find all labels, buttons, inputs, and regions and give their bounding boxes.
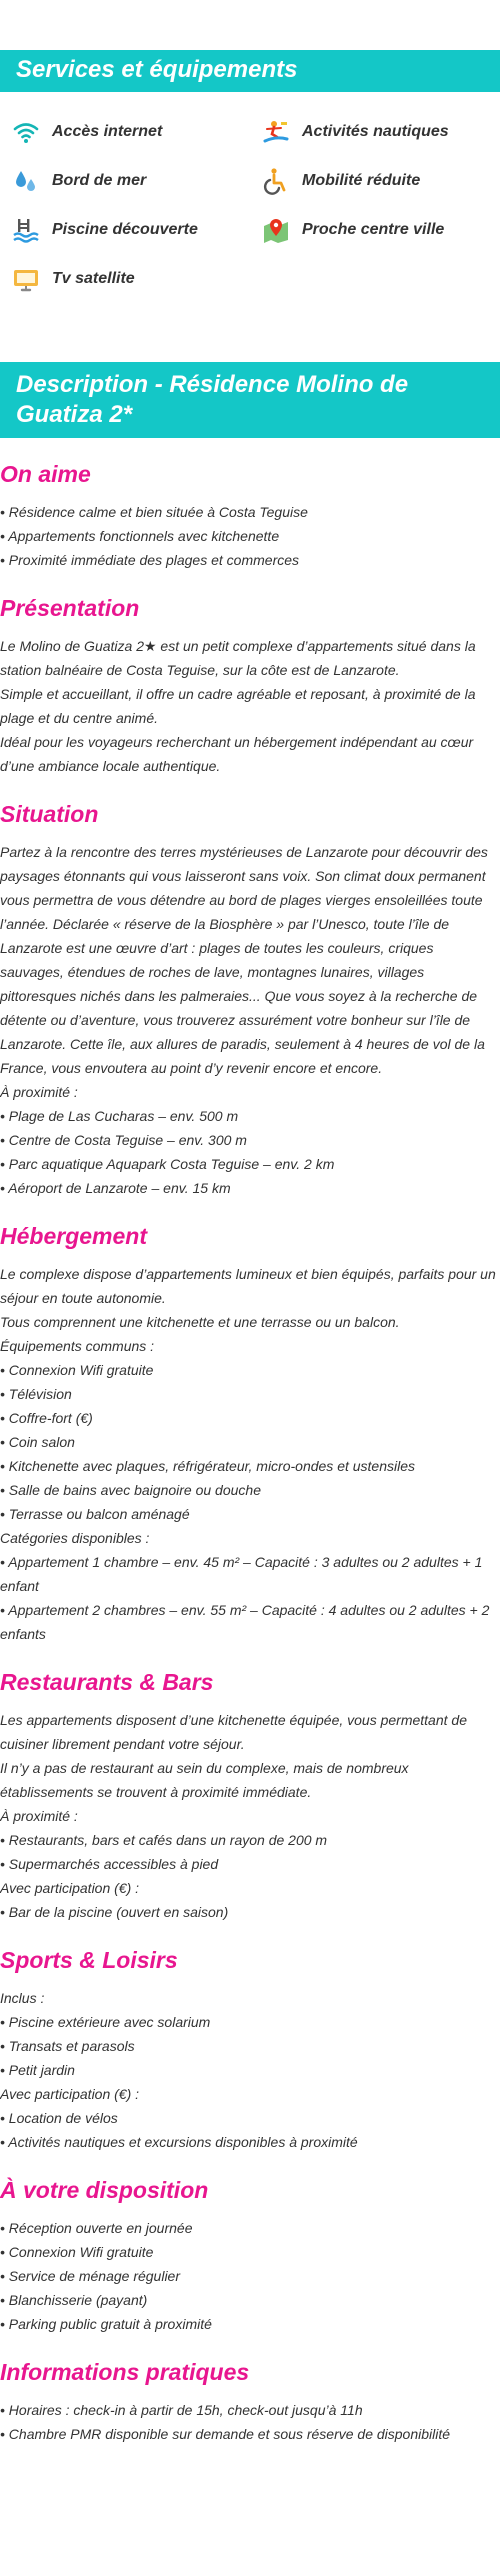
list-item: • Appartement 2 chambres – env. 55 m² – Capacité : 4 adultes ou 2 adultes + 2 enfants <box>0 1598 500 1646</box>
list-item: • Parc aquatique Aquapark Costa Teguise – env. 2 km <box>0 1152 500 1176</box>
service-label: Proche centre ville <box>302 220 445 238</box>
list-item: • Coin salon <box>0 1430 500 1454</box>
list-item: • Blanchisserie (payant) <box>0 2288 500 2312</box>
surfer-icon <box>260 116 292 148</box>
list-item: • Proximité immédiate des plages et commerces <box>0 548 500 572</box>
list-item: • Restaurants, bars et cafés dans un rayon de 200 m <box>0 1828 500 1852</box>
on-aime-list <box>0 500 500 572</box>
service-label: Bord de mer <box>52 171 147 189</box>
disposition-list <box>0 2216 500 2336</box>
list-item: • Coffre-fort (€) <box>0 1406 500 1430</box>
list-item: • Petit jardin <box>0 2058 500 2082</box>
service-label: Piscine découverte <box>52 220 198 238</box>
list-item: • Bar de la piscine (ouvert en saison) <box>0 1900 500 1924</box>
service-label: Activités nautiques <box>302 122 449 140</box>
paragraph: Le complexe dispose d’appartements lumineux et bien équipés, parfaits pour un séjour en toute autonomie. <box>0 1266 496 1306</box>
list-item: • Supermarchés accessibles à pied <box>0 1852 500 1876</box>
equipements-list <box>0 1358 500 1526</box>
section-restaurants <box>0 1668 500 1924</box>
list-item: • Plage de Las Cucharas – env. 500 m <box>0 1104 500 1128</box>
list-item: • Salle de bains avec baignoire ou douche <box>0 1478 500 1502</box>
subheading: Avec participation (€) : <box>0 2086 140 2102</box>
subheading: Inclus : <box>0 1990 45 2006</box>
list-item: • Location de vélos <box>0 2106 500 2130</box>
section-title: Sports & Loisirs <box>0 1947 178 1973</box>
restaurants-paid-list <box>0 1900 500 1924</box>
section-situation <box>0 800 500 1200</box>
infos-list <box>0 2398 500 2446</box>
service-tv <box>10 254 260 303</box>
paragraph: Idéal pour les voyageurs recherchant un hébergement indépendant au cœur d’une ambiance locale authentique. <box>0 734 474 774</box>
list-item: • Piscine extérieure avec solarium <box>0 2010 500 2034</box>
subheading: Équipements communs : <box>0 1338 155 1354</box>
section-title: À votre disposition <box>0 2177 209 2203</box>
service-nautical <box>260 107 500 156</box>
paragraph: Partez à la rencontre des terres mystérieuses de Lanzarote pour découvrir des paysages étonnants qui vous laisseront sans voix. Son climat doux permanent vous permettra de vous détendre au bord de plages vierges ensoleillées toute l’année. Déclarée « réserve de la Biosphère » par l’Unesco, toute l’île de Lanzarote est une œuvre d’art : plages de toutes les couleurs, criques sauvages, étendues de roches de lave, montagnes lunaires, villages pittoresques nichés dans les palmeraies... Que vous soyez à la recherche de détente ou d’aventure, vous trouverez assurément votre bonheur sur l’île de Lanzarote. Cette île, aux allures de paradis, seulement à 4 heures de vol de la France, vous envoutera au point d’y revenir encore et encore. <box>0 844 488 1076</box>
subheading: Catégories disponibles : <box>0 1530 150 1546</box>
list-item: • Service de ménage régulier <box>0 2264 500 2288</box>
subheading: À proximité : <box>0 1808 78 1824</box>
list-item: • Transats et parasols <box>0 2034 500 2058</box>
water-drops-icon <box>10 165 42 197</box>
description-title: Description - Résidence Molino de Guatiza 2* <box>0 362 500 438</box>
section-title: Hébergement <box>0 1223 147 1249</box>
section-presentation <box>0 594 500 778</box>
section-title: Situation <box>0 801 99 827</box>
situation-list <box>0 1104 500 1200</box>
list-item: • Activités nautiques et excursions disponibles à proximité <box>0 2130 500 2154</box>
paragraph: Simple et accueillant, il offre un cadre agréable et reposant, à proximité de la plage et du centre animé. <box>0 686 476 726</box>
list-item: • Appartement 1 chambre – env. 45 m² – Capacité : 3 adultes ou 2 adultes + 1 enfant <box>0 1550 500 1598</box>
subheading: Avec participation (€) : <box>0 1880 140 1896</box>
categories-list <box>0 1550 500 1646</box>
section-sports <box>0 1946 500 2154</box>
wheelchair-icon <box>260 165 292 197</box>
section-infos <box>0 2358 500 2446</box>
paragraph: Il n’y a pas de restaurant au sein du complexe, mais de nombreux établissements se trouvent à proximité immédiate. <box>0 1760 409 1800</box>
section-disposition <box>0 2176 500 2336</box>
list-item: • Aéroport de Lanzarote – env. 15 km <box>0 1176 500 1200</box>
list-item: • Terrasse ou balcon aménagé <box>0 1502 500 1526</box>
section-on-aime <box>0 460 500 572</box>
list-item: • Appartements fonctionnels avec kitchenette <box>0 524 500 548</box>
list-item: • Centre de Costa Teguise – env. 300 m <box>0 1128 500 1152</box>
list-item: • Réception ouverte en journée <box>0 2216 500 2240</box>
service-internet <box>10 107 260 156</box>
list-item: • Horaires : check-in à partir de 15h, check-out jusqu’à 11h <box>0 2398 500 2422</box>
list-item: • Connexion Wifi gratuite <box>0 2240 500 2264</box>
services-grid <box>0 92 500 303</box>
subheading: À proximité : <box>0 1084 78 1100</box>
section-title: Présentation <box>0 595 140 621</box>
section-title: Restaurants & Bars <box>0 1669 214 1695</box>
section-title: On aime <box>0 461 91 487</box>
tv-icon <box>10 263 42 295</box>
section-title: Informations pratiques <box>0 2359 250 2385</box>
services-title: Services et équipements <box>0 50 500 92</box>
service-label: Tv satellite <box>52 269 135 287</box>
list-item: • Résidence calme et bien située à Costa Teguise <box>0 500 500 524</box>
service-label: Accès internet <box>52 122 163 140</box>
restaurants-nearby-list <box>0 1828 500 1876</box>
pool-icon <box>10 214 42 246</box>
sports-included-list <box>0 2010 500 2082</box>
sports-paid-list <box>0 2106 500 2154</box>
list-item: • Télévision <box>0 1382 500 1406</box>
paragraph: Le Molino de Guatiza 2★ est un petit complexe d’appartements situé dans la station balnéaire de Costa Teguise, sur la côte est de Lanzarote. <box>0 638 476 678</box>
map-pin-icon <box>260 214 292 246</box>
paragraph: Tous comprennent une kitchenette et une terrasse ou un balcon. <box>0 1314 400 1330</box>
service-accessibility <box>260 156 500 205</box>
service-label: Mobilité réduite <box>302 171 421 189</box>
list-item: • Parking public gratuit à proximité <box>0 2312 500 2336</box>
service-city-center <box>260 205 500 254</box>
paragraph: Les appartements disposent d’une kitchenette équipée, vous permettant de cuisiner librement pendant votre séjour. <box>0 1712 467 1752</box>
list-item: • Chambre PMR disponible sur demande et sous réserve de disponibilité <box>0 2422 500 2446</box>
service-seaside <box>10 156 260 205</box>
list-item: • Connexion Wifi gratuite <box>0 1358 500 1382</box>
wifi-icon <box>10 116 42 148</box>
service-pool <box>10 205 260 254</box>
list-item: • Kitchenette avec plaques, réfrigérateur, micro-ondes et ustensiles <box>0 1454 500 1478</box>
section-hebergement <box>0 1222 500 1646</box>
